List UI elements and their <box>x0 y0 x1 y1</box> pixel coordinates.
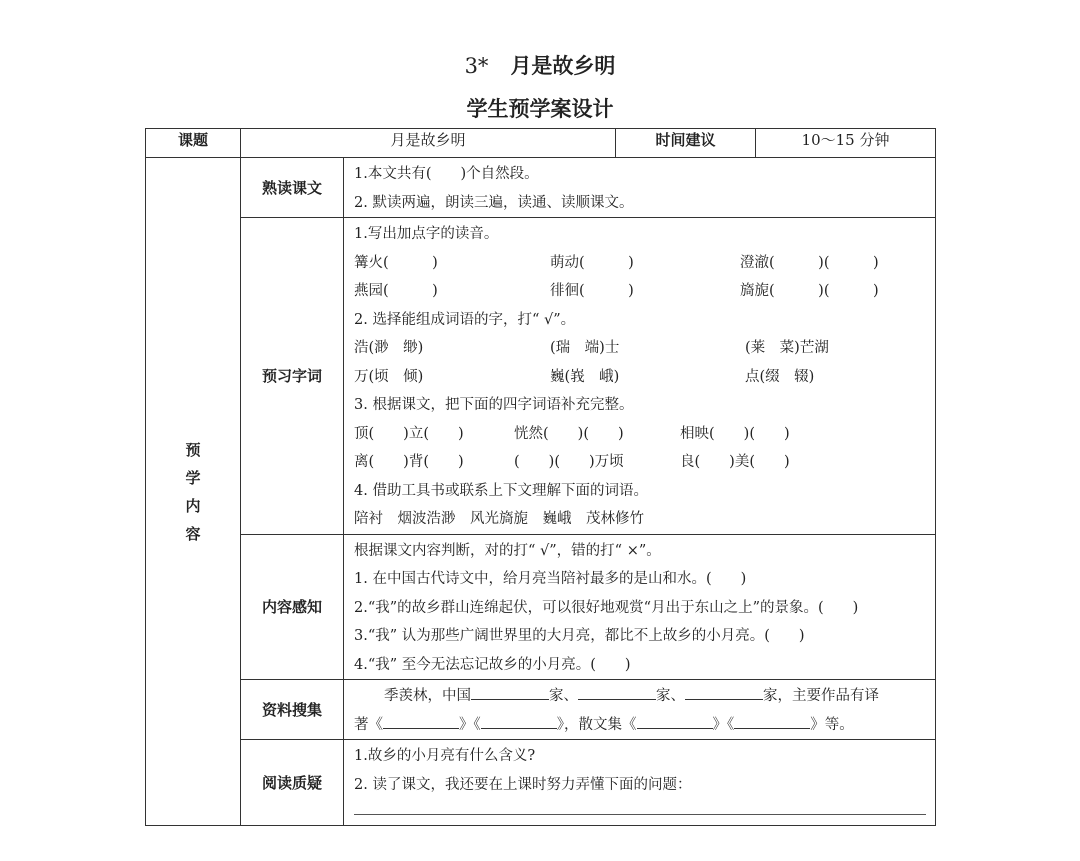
side-label-preview-content: 预 学 内 容 <box>146 158 241 826</box>
fill-item: 顶( )立( ) <box>354 425 464 442</box>
fill-row-2 <box>354 448 925 477</box>
section-materials <box>146 680 936 740</box>
section-perception <box>146 534 936 680</box>
chars-q2: 2. 选择能组成词语的字，打“ √”。 <box>354 311 576 328</box>
question-line: 1.故乡的小月亮有什么含义? <box>354 748 536 764</box>
blank-underline <box>578 683 656 700</box>
perception-line: 2.“我”的故乡群山连绵起伏，可以很好地观赏“月出于东山之上”的景象。( ) <box>354 599 859 616</box>
pinyin-item: 澄澈( )( ) <box>740 254 879 271</box>
choose-item: 万(顷 倾) <box>354 368 424 385</box>
time-value: 10～15 分钟 <box>756 129 936 158</box>
materials-line-2: 著《 》《 》，散文集《 》《 》等。 <box>354 711 925 740</box>
chars-label: 预习字词 <box>241 218 344 535</box>
pinyin-item: 旖旎( )( ) <box>740 283 879 299</box>
materials-line-1: 季羡林，中国 家、 家、 家，主要作品有译 <box>354 682 925 711</box>
chars-content <box>344 218 936 535</box>
pinyin-item: 萌动( ) <box>550 254 634 271</box>
pinyin-row-2 <box>354 277 925 306</box>
pinyin-row-1 <box>354 249 925 278</box>
perception-line: 1. 在中国古代诗文中，给月亮当陪衬最多的是山和水。( ) <box>354 571 747 587</box>
answer-blank-line <box>354 813 926 815</box>
blank-underline <box>383 712 459 729</box>
fill-item: 离( )背( ) <box>354 454 464 470</box>
perception-line: 3.“我” 认为那些广阔世界里的大月亮，都比不上故乡的小月亮。( ) <box>354 628 805 644</box>
blank-underline <box>685 683 763 700</box>
fill-item: 良( )美( ) <box>680 454 790 470</box>
lesson-title <box>0 50 1080 80</box>
pinyin-item: 篝火( ) <box>354 254 438 271</box>
choose-item: (瑞 端)士 <box>550 340 620 356</box>
pinyin-item: 燕园( ) <box>354 283 438 299</box>
pinyin-item: 徘徊( ) <box>550 283 634 299</box>
document-subtitle: 学生预学案设计 <box>466 97 614 121</box>
section-reading <box>146 158 936 218</box>
materials-content <box>344 680 936 740</box>
perception-label: 内容感知 <box>241 534 344 680</box>
time-label: 时间建议 <box>616 129 756 158</box>
choose-item: 浩(渺 缈) <box>354 340 424 356</box>
reading-line-1: 1.本文共有( )个自然段。 <box>354 166 539 182</box>
section-chars <box>146 218 936 535</box>
fill-item: 恍然( )( ) <box>514 425 624 442</box>
header-row <box>146 129 936 158</box>
reading-label: 熟读课文 <box>241 158 344 218</box>
perception-line: 根据课文内容判断，对的打“ √”，错的打“ ×”。 <box>354 542 661 559</box>
section-questions <box>146 740 936 826</box>
perception-content <box>344 534 936 680</box>
choose-row-2 <box>354 363 925 392</box>
chars-q1: 1.写出加点字的读音。 <box>354 226 499 242</box>
blank-underline <box>481 712 557 729</box>
topic-label: 课题 <box>146 129 241 158</box>
blank-underline <box>637 712 713 729</box>
fill-row-1 <box>354 420 925 449</box>
topic-value: 月是故乡明 <box>241 129 616 158</box>
fill-item: ( )( )万顷 <box>514 454 624 470</box>
question-line: 2. 读了课文，我还要在上课时努力弄懂下面的问题： <box>354 776 692 793</box>
perception-line: 4.“我” 至今无法忘记故乡的小月亮。( ) <box>354 656 631 673</box>
chars-q3: 3. 根据课文，把下面的四字词语补充完整。 <box>354 397 634 413</box>
fill-item: 相映( )( ) <box>680 425 790 442</box>
blank-underline <box>734 712 810 729</box>
materials-label: 资料搜集 <box>241 680 344 740</box>
lesson-title-text: 月是故乡明 <box>510 54 616 78</box>
preview-worksheet-table <box>145 128 936 826</box>
choose-item: (莱 菜)芒湖 <box>745 340 829 356</box>
reading-line-2: 2. 默读两遍，朗读三遍，读通、读顺课文。 <box>354 194 634 211</box>
chars-q4: 4. 借助工具书或联系上下文理解下面的词语。 <box>354 482 648 499</box>
choose-item: 点(缀 辍) <box>745 368 815 385</box>
blank-underline <box>471 683 549 700</box>
lesson-number: 3* <box>464 54 489 78</box>
vocab-words: 陪衬 烟波浩渺 风光旖旎 巍峨 茂林修竹 <box>354 511 644 527</box>
questions-content <box>344 740 936 826</box>
choose-row-1 <box>354 334 925 363</box>
choose-item: 巍(峩 峨) <box>550 368 620 385</box>
reading-content <box>344 158 936 218</box>
questions-label: 阅读质疑 <box>241 740 344 826</box>
